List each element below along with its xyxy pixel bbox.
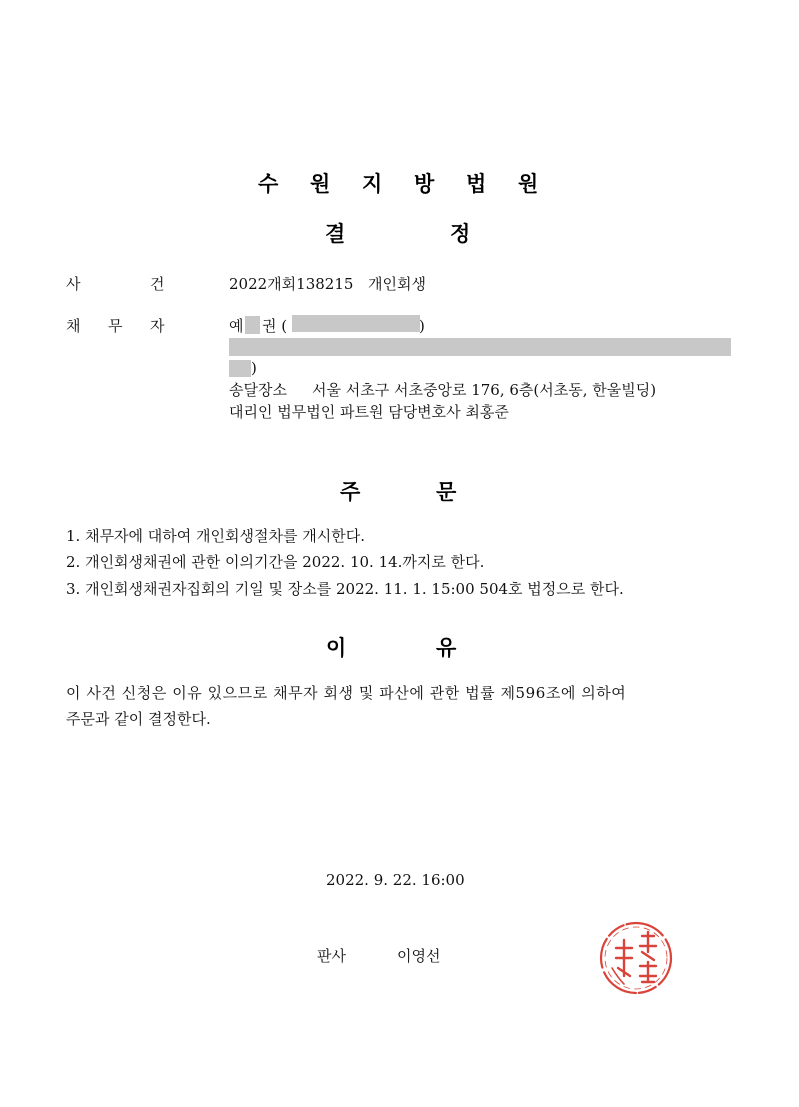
service-label: 송달장소 <box>229 381 287 399</box>
title-char: 정 <box>450 222 471 246</box>
court-name-char: 지 <box>362 172 383 196</box>
debtor-label-char: 채 <box>66 317 81 335</box>
debtor-label-char: 자 <box>150 317 165 335</box>
reason-line: 주문과 같이 결정한다. <box>66 710 211 728</box>
debtor-name-first: 예 <box>229 317 244 335</box>
redaction-box <box>245 316 260 334</box>
judge-title: 판사 <box>317 947 346 965</box>
reason-line: 이 사건 신청은 이유 있으므로 채무자 회생 및 파산에 관한 법률 제596조에 의하여 <box>66 684 627 702</box>
agent-line: 대리인 법무법인 파트원 담당변호사 최홍준 <box>229 403 509 421</box>
case-type: 개인회생 <box>368 275 426 293</box>
court-name-char: 원 <box>310 172 331 196</box>
order-item: 3. 개인회생채권자집회의 기일 및 장소를 2022. 11. 1. 15:00 504호 법정으로 한다. <box>66 580 624 598</box>
judge-name: 이영선 <box>397 947 441 965</box>
redaction-box <box>229 338 731 356</box>
close-paren: ) <box>251 359 257 377</box>
reason-heading-char: 이 <box>326 636 347 660</box>
close-paren: ) <box>419 317 425 335</box>
order-heading-char: 주 <box>340 480 361 504</box>
title-char: 결 <box>325 222 346 246</box>
court-name-char: 법 <box>466 172 487 196</box>
debtor-label-char: 무 <box>108 317 123 335</box>
case-label-char: 건 <box>150 275 165 293</box>
court-name-char: 수 <box>258 172 279 196</box>
order-item: 1. 채무자에 대하여 개인회생절차를 개시한다. <box>66 527 365 545</box>
service-address: 서울 서초구 서초중앙로 176, 6층(서초동, 한울빌딩) <box>312 381 657 399</box>
debtor-name-last: 권 ( <box>262 317 288 335</box>
order-item: 2. 개인회생채권에 관한 이의기간을 2022. 10. 14.까지로 한다. <box>66 553 485 571</box>
redaction-box <box>292 315 420 332</box>
case-label-char: 사 <box>66 275 81 293</box>
order-heading-char: 문 <box>436 480 457 504</box>
court-name-char: 원 <box>518 172 539 196</box>
court-seal-icon <box>596 918 676 998</box>
decision-date: 2022. 9. 22. 16:00 <box>326 871 465 889</box>
reason-heading-char: 유 <box>436 636 457 660</box>
court-name-char: 방 <box>414 172 435 196</box>
redaction-box <box>229 360 251 377</box>
case-number: 2022개회138215 <box>229 275 354 293</box>
